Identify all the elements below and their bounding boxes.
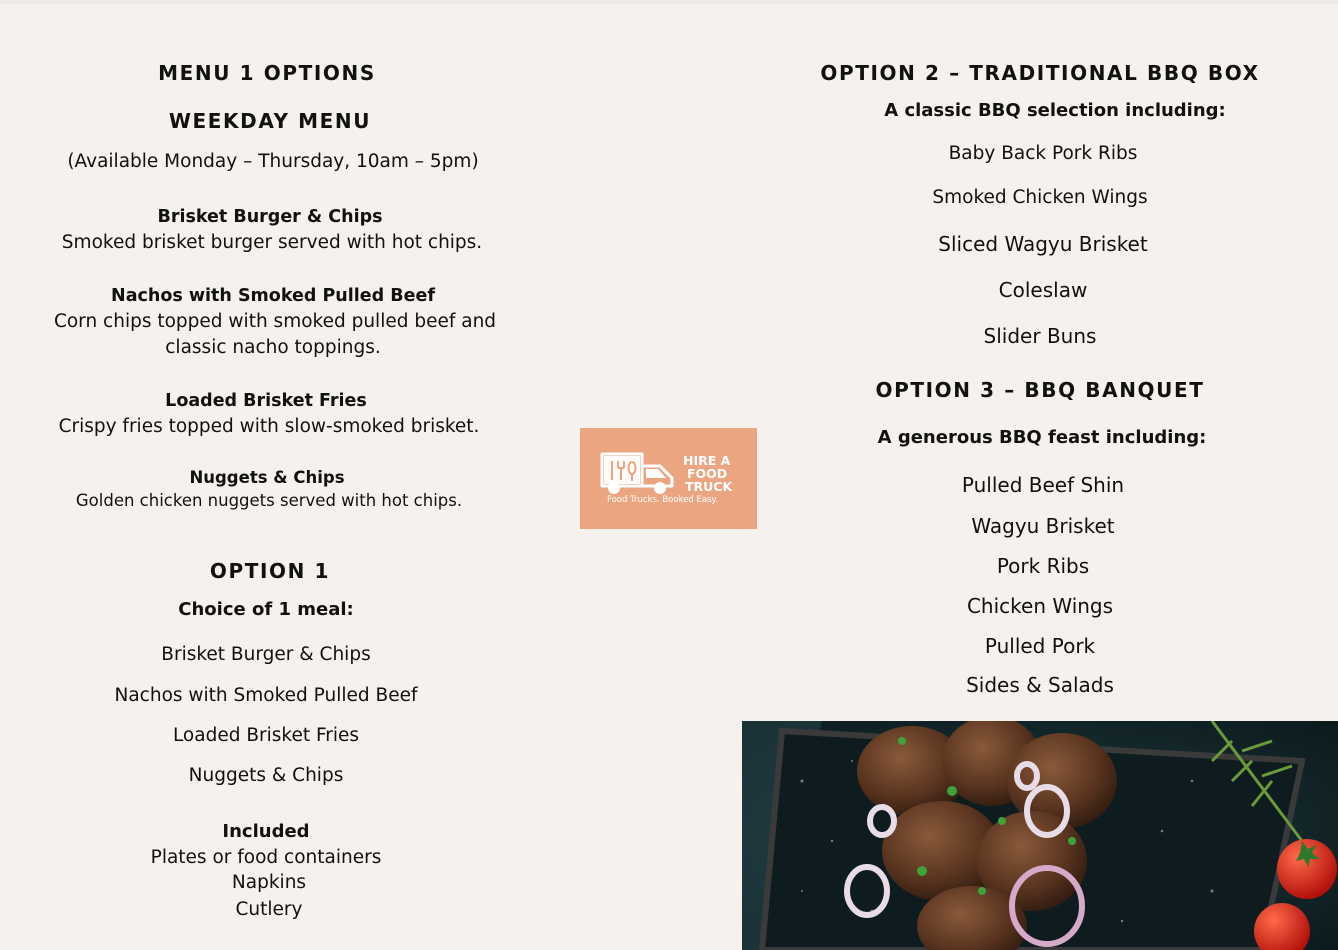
availability-text: (Available Monday – Thursday, 10am – 5pm) [67, 151, 479, 172]
option3-heading: OPTION 3 – BBQ BANQUET [875, 378, 1205, 402]
option1-subheading: Choice of 1 meal: [178, 599, 354, 620]
option1-heading: OPTION 1 [209, 559, 331, 583]
included-item: Cutlery [235, 899, 303, 920]
included-item: Plates or food containers [150, 847, 382, 868]
included-heading: Included [222, 821, 310, 842]
list-item: Chicken Wings [966, 594, 1114, 618]
list-item: Sides & Salads [966, 673, 1114, 697]
top-divider [0, 0, 1338, 4]
item-description: Golden chicken nuggets served with hot chips. [75, 491, 463, 510]
item-description: Smoked brisket burger served with hot chips. [61, 232, 483, 253]
option3-subheading: A generous BBQ feast including: [877, 427, 1207, 448]
list-item: Nachos with Smoked Pulled Beef [114, 685, 418, 706]
hire-a-food-truck-logo [580, 428, 757, 529]
weekday-menu-heading: WEEKDAY MENU [168, 109, 372, 133]
list-item: Pulled Pork [984, 634, 1096, 658]
list-item: Brisket Burger & Chips [161, 644, 371, 665]
list-item: Coleslaw [998, 278, 1088, 302]
item-description: classic nacho toppings. [165, 337, 381, 358]
item-name: Brisket Burger & Chips [157, 207, 383, 227]
list-item: Slider Buns [983, 324, 1097, 348]
list-item: Wagyu Brisket [971, 514, 1115, 538]
bbq-food-photo [742, 721, 1338, 950]
included-item: Napkins [231, 872, 307, 893]
menu-title: MENU 1 OPTIONS [158, 61, 376, 85]
list-item: Pulled Beef Shin [961, 473, 1125, 497]
list-item: Loaded Brisket Fries [172, 725, 360, 746]
list-item: Pork Ribs [996, 554, 1090, 578]
option2-heading: OPTION 2 – TRADITIONAL BBQ BOX [820, 61, 1260, 85]
option2-subheading: A classic BBQ selection including: [884, 100, 1226, 121]
item-description: Crispy fries topped with slow-smoked brisket. [58, 416, 480, 437]
item-name: Nuggets & Chips [189, 468, 345, 487]
item-name: Nachos with Smoked Pulled Beef [111, 286, 435, 306]
item-description: Corn chips topped with smoked pulled beef and [53, 311, 497, 332]
list-item: Baby Back Pork Ribs [948, 143, 1138, 164]
list-item: Smoked Chicken Wings [932, 187, 1148, 208]
logo-text: HIRE A FOOD TRUCK [683, 453, 733, 494]
list-item: Sliced Wagyu Brisket [938, 232, 1148, 256]
list-item: Nuggets & Chips [188, 765, 344, 786]
logo-tagline: Food Trucks. Booked Easy. [607, 495, 719, 505]
item-name: Loaded Brisket Fries [165, 391, 367, 411]
